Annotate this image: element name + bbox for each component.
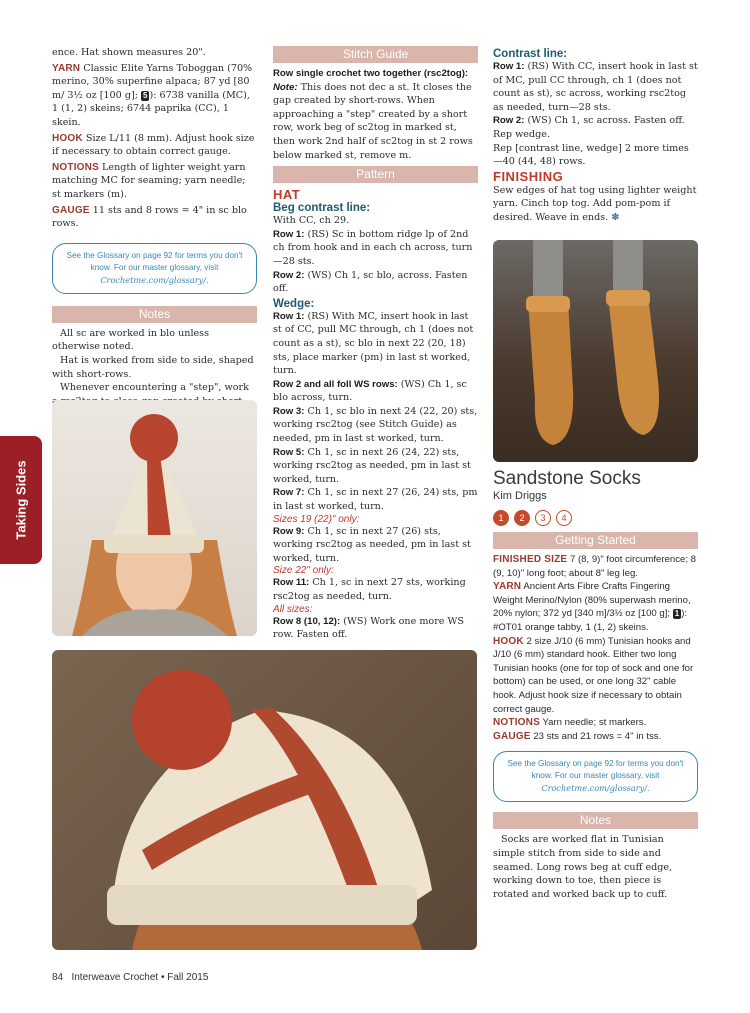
sizes-19-22-label: Sizes 19 (22)" only: <box>273 513 360 525</box>
size-22-label: Size 22" only: <box>273 565 334 577</box>
all-sizes-label: All sizes: <box>273 603 313 615</box>
socks-section <box>493 468 698 901</box>
section-tab-label: Taking Sides <box>13 460 29 540</box>
hat-closeup-photo <box>52 650 477 950</box>
hat-gauge-spec: GAUGE 11 sts and 8 rows = 4" in sc blo rows. <box>52 204 247 230</box>
bc-row-2: Row 2: (WS) Ch 1, sc blo, across. Fasten off. <box>273 269 468 295</box>
getting-started-header: Getting Started <box>493 532 698 549</box>
beg-contrast-heading: Beg contrast line: <box>273 202 371 215</box>
beg-contrast-ch: With CC, ch 29. <box>273 215 350 227</box>
yarn-weight-icon: 5 <box>143 90 148 100</box>
intro-text: ence. Hat shown measures 20". <box>52 47 206 58</box>
note-item: All sc are worked in blo unless otherwise noted. <box>52 327 210 353</box>
section-tab <box>0 436 42 564</box>
stitch-guide-rsc2tog: Row single crochet two together (rsc2tog): Note: This does not dec a st. It closes the gap created by short-rows. When approaching a "step" created by a short row, work beg of sc2tog in marked st, then work 2nd half of sc2tog in st 2 rows below marked st, remove m. <box>273 68 473 161</box>
skill-level-1-icon: 1 <box>493 510 509 526</box>
middle-column <box>273 46 478 642</box>
socks-glossary-callout: See the Glossary on page 92 for terms you don't know. For our master glossary, visit Crochetme.com/glossary/. <box>493 751 698 802</box>
end-mark-icon: ✽ <box>611 211 620 223</box>
cl-row-1: Row 1: (RS) With CC, insert hook in last st of MC, pull CC through, ch 1 (does not count as st), sc across, working rsc2tog as needed, turn—28 sts. <box>493 61 698 113</box>
glossary-callout: See the Glossary on page 92 for terms you don't know. For our master glossary, visit Crochetme.com/glossary/. <box>52 243 257 294</box>
page-footer: 84 Interweave Crochet • Fall 2015 <box>52 972 209 983</box>
socks-illustration <box>493 240 698 462</box>
w-row-1: Row 1: (RS) With MC, insert hook in last st of CC, pull MC through, ch 1 (does not count as a st), sc blo in next 22 (20, 18) sts, place marker (pm) in last st worked, turn. <box>273 310 474 377</box>
socks-finished-size: FINISHED SIZE 7 (8, 9)" foot circumference; 8 (9, 10)" long foot; about 8" leg leg. <box>493 554 696 579</box>
socks-photo <box>493 240 698 462</box>
socks-notes-header: Notes <box>493 812 698 829</box>
glossary-link[interactable]: Crochetme.com/glossary/. <box>100 274 209 285</box>
page-number: 84 <box>52 972 64 983</box>
model-hat-illustration <box>52 400 257 636</box>
w-row-3: Row 3: Ch 1, sc blo in next 24 (22, 20) sts, working rsc2tog (see Stitch Guide) as needed, pm in last st worked, turn. <box>273 405 478 445</box>
skill-level-3-icon: 3 <box>535 510 551 526</box>
hat-notions-spec: NOTIONS Length of lighter weight yarn matching MC for seaming; yarn needle; st markers (m). <box>52 161 246 200</box>
note-item: Hat is worked from side to side, shaped with short-rows. <box>52 354 254 380</box>
cl-row-2: Row 2: (WS) Ch 1, sc across. Fasten off. <box>493 115 685 127</box>
socks-hook-spec: HOOK 2 size J/10 (6 mm) Tunisian hooks and J/10 (6 mm) standard hook. Either two long Tunisian hooks (one for top of sock and one for bottom) can be used, or one long 32" cable hook. Adjust hook size if necessary to obtain correct gauge. <box>493 635 694 715</box>
notes-header: Notes <box>52 306 257 323</box>
socks-title: Sandstone Socks <box>493 468 641 489</box>
w-row-2: Row 2 and all foll WS rows: (WS) Ch 1, sc blo across, turn. <box>273 378 467 404</box>
w-row-5: Row 5: Ch 1, sc in next 26 (24, 22) sts, working rsc2tog as needed, pm in last st worked, turn. <box>273 446 471 485</box>
w-row-9: Row 9: Ch 1, sc in next 27 (26) sts, working rsc2tog as needed, pm in last st worked, turn. <box>273 525 471 564</box>
left-column <box>52 46 257 422</box>
skill-level-4-icon: 4 <box>556 510 572 526</box>
right-column <box>493 48 698 225</box>
finishing-text: Sew edges of hat tog using lighter weight yarn. Cinch top tog. Add pom-pom if desired. Weave in ends. ✽ <box>493 184 697 223</box>
issue-name: Fall 2015 <box>167 972 209 983</box>
contrast-line-heading: Contrast line: <box>493 48 568 60</box>
wedge-heading: Wedge: <box>273 297 315 310</box>
finishing-heading: FINISHING <box>493 168 564 184</box>
socks-notions-spec: NOTIONS Yarn needle; st markers. <box>493 717 647 729</box>
rep-text: Rep [contrast line, wedge] 2 more times—40 (44, 48) rows. <box>493 142 689 168</box>
w-row-11: Row 11: Ch 1, sc in next 27 sts, working rsc2tog as needed, turn. <box>273 577 466 602</box>
rep-wedge: Rep wedge. <box>493 128 550 140</box>
magazine-name: Interweave Crochet <box>71 972 159 983</box>
hat-hook-spec: HOOK Size L/11 (8 mm). Adjust hook size if necessary to obtain correct gauge. <box>52 132 255 158</box>
socks-gauge-spec: GAUGE 23 sts and 21 rows = 4" in tss. <box>493 730 662 742</box>
socks-author: Kim Driggs <box>493 490 547 502</box>
hat-heading: HAT <box>273 187 301 203</box>
yarn-weight-icon: 1 <box>674 609 680 619</box>
w-row-8: Row 8 (10, 12): (WS) Work one more WS row. Fasten off. <box>273 615 464 641</box>
bc-row-1: Row 1: (RS) Sc in bottom ridge lp of 2nd ch from hook and in each ch across, turn—28 sts. <box>273 228 473 267</box>
w-row-7: Row 7: Ch 1, sc in next 27 (26, 24) sts, pm in last st worked, turn. <box>273 487 478 513</box>
glossary-link[interactable]: Crochetme.com/glossary/. <box>541 783 650 794</box>
hat-closeup-illustration <box>52 650 477 950</box>
hat-yarn-spec: YARN Classic Elite Yarns Toboggan (70% merino, 30% superfine alpaca; 87 yd [80 m/ 3½ oz [100 g]; 5 ): 6738 vanilla (MC), 1 (1, 2) skeins; 6744 paprika (CC), 1 skein. <box>52 62 253 128</box>
model-hat-photo <box>52 400 257 636</box>
note-item: Whenever encountering a "step", work <box>60 382 249 394</box>
skill-level-2-icon: 2 <box>514 510 530 526</box>
socks-yarn-spec: YARN Ancient Arts Fibre Crafts Fingering Weight Merino/Nylon (80% superwash merino, 20% nylon; 372 yd [340 m]/3½ oz [100 g]; 1 ): #OT01 orange tabby, 1 (1, 2) skeins. <box>493 581 691 633</box>
yarn-label: YARN <box>52 62 81 74</box>
pattern-header: Pattern <box>273 166 478 183</box>
skill-level <box>493 506 698 526</box>
stitch-guide-header: Stitch Guide <box>273 46 478 63</box>
socks-notes-text: Socks are worked flat in Tunisian simple stitch from side to side and seamed. Long rows beg at cuff edge, working down to toe, then piece is rotated and worked back up to cuff. <box>493 834 673 900</box>
